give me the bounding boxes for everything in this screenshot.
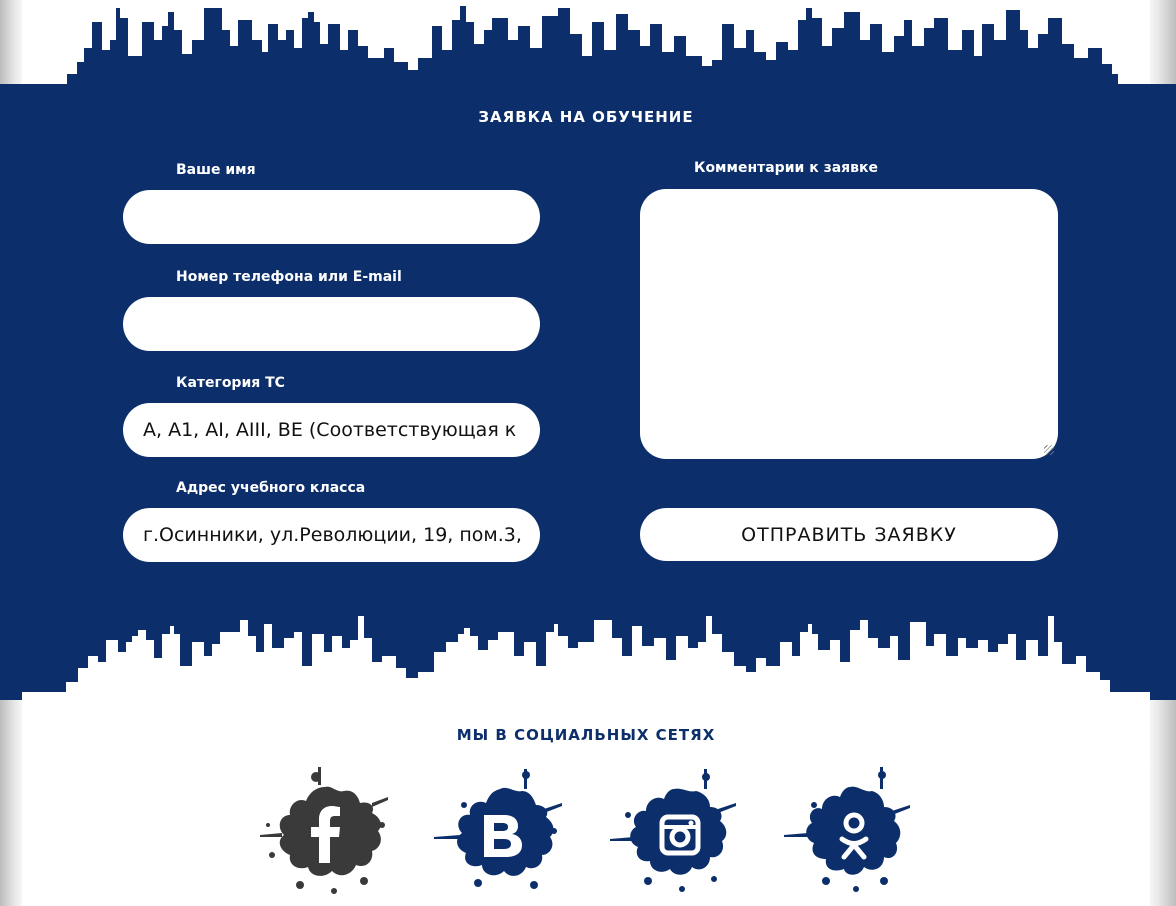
comment-label: Комментарии к заявке xyxy=(694,160,878,176)
category-select[interactable]: A, A1, AI, AIII, BE (Соответствующая к xyxy=(123,403,540,457)
facebook-icon xyxy=(260,765,390,897)
instagram-icon xyxy=(610,765,740,897)
social-title: МЫ В СОЦИАЛЬНЫХ СЕТЯХ xyxy=(456,726,716,744)
social-facebook-link[interactable] xyxy=(260,765,390,897)
contact-label: Номер телефона или E-mail xyxy=(176,269,402,285)
name-input[interactable] xyxy=(123,190,540,244)
resize-grip-icon[interactable] xyxy=(1044,445,1054,455)
skyline-top xyxy=(22,0,1150,90)
category-label: Категория ТС xyxy=(176,375,285,391)
page xyxy=(22,0,1150,906)
comment-textarea[interactable] xyxy=(640,189,1058,459)
address-select[interactable]: г.Осинники, ул.Революции, 19, пом.3, xyxy=(123,508,540,562)
social-ok-link[interactable] xyxy=(784,765,914,897)
skyline-bottom xyxy=(22,612,1150,704)
social-vk-link[interactable] xyxy=(434,765,564,897)
odnoklassniki-icon xyxy=(784,765,914,897)
form-title: ЗАЯВКА НА ОБУЧЕНИЕ xyxy=(478,108,694,126)
name-label: Ваше имя xyxy=(176,162,256,178)
submit-button[interactable]: ОТПРАВИТЬ ЗАЯВКУ xyxy=(640,508,1058,561)
vk-icon xyxy=(434,765,564,897)
address-label: Адрес учебного класса xyxy=(176,480,366,496)
page-shadow-right xyxy=(1150,0,1176,906)
contact-input[interactable] xyxy=(123,297,540,351)
social-instagram-link[interactable] xyxy=(610,765,740,897)
application-form xyxy=(22,84,1150,692)
page-shadow-left xyxy=(0,0,22,906)
